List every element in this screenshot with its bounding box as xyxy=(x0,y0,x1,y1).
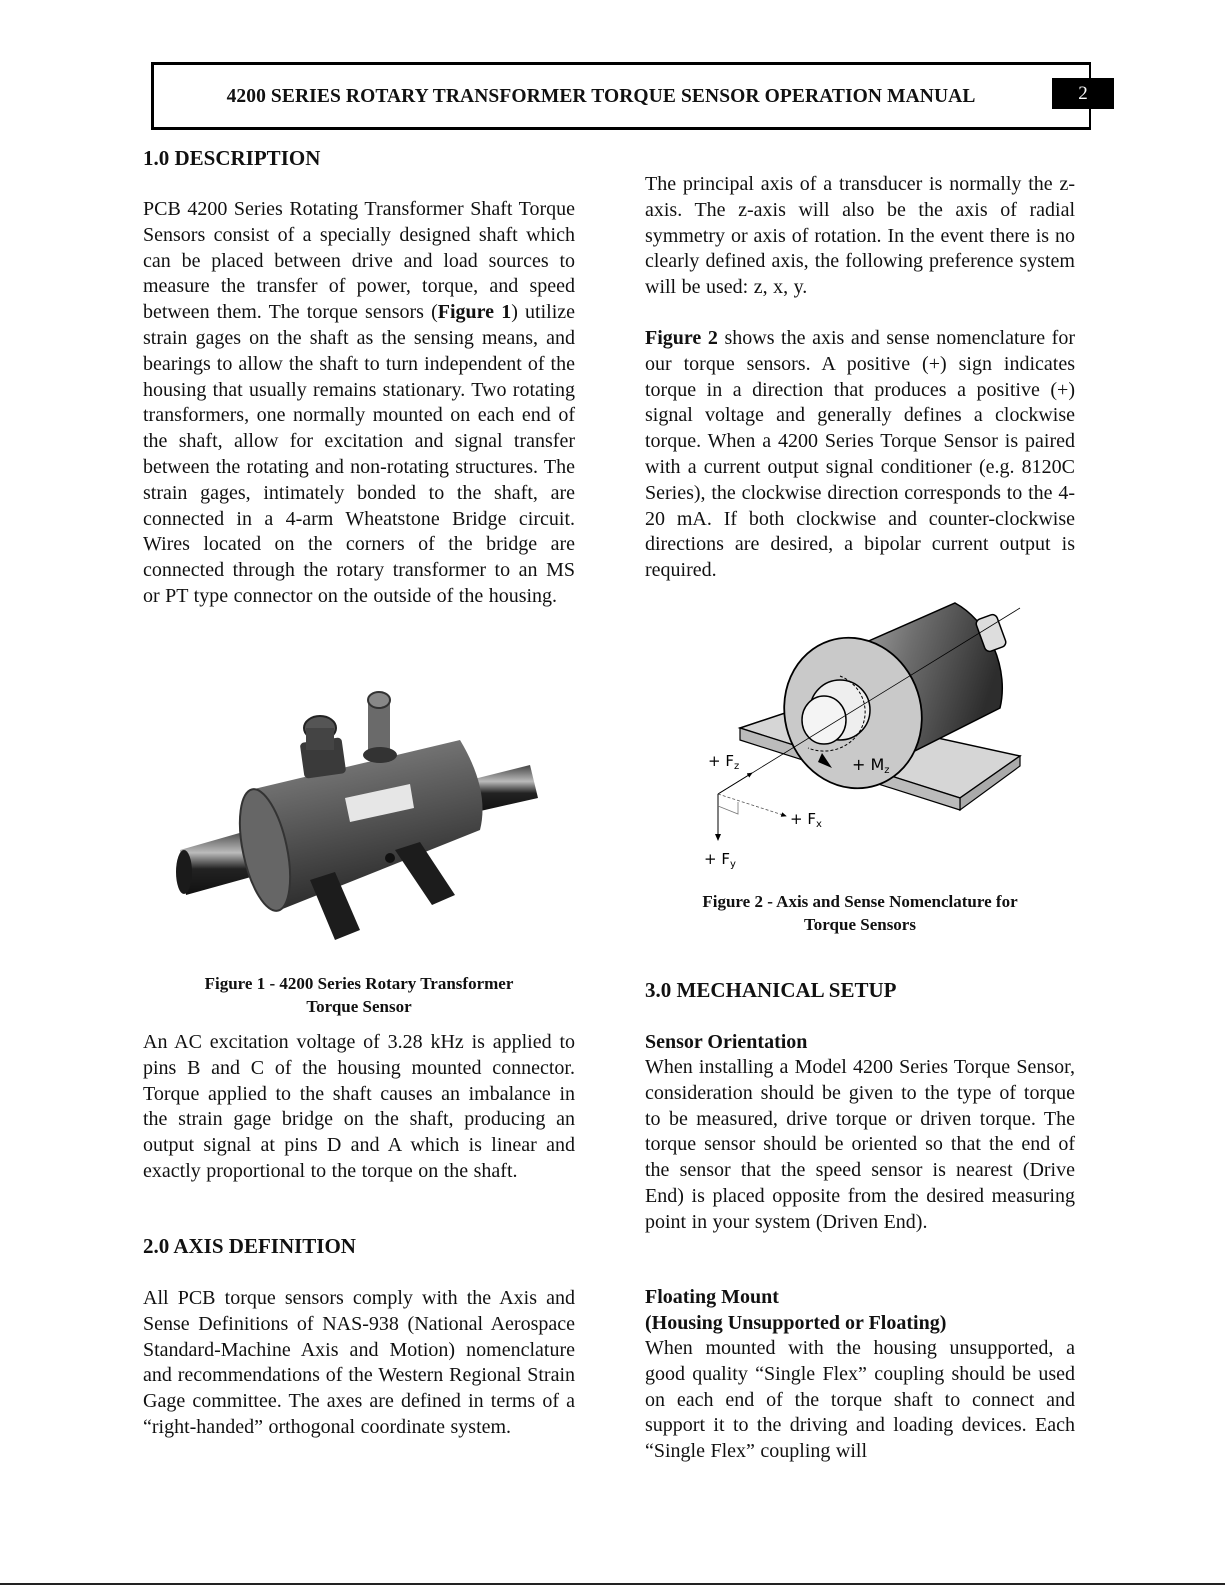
figure1-reference: Figure 1 xyxy=(437,301,512,324)
subheading-floating-mount: Floating Mount xyxy=(645,1286,779,1308)
fz-label: + $F_z$ xyxy=(708,752,740,772)
figure2-axis-diagram xyxy=(690,588,1050,878)
figure2-description-paragraph: Figure 2 shows the axis and sense nomenclature for our torque sensors. A positive (+) sign indicates torque in a direction that produces a positive (+) signal voltage and generally defines a clockwise torque. When a 4200 Series Torque Sensor is paired with a current output signal conditioner (e.g. 8120C Series), the clockwise direction corresponds to the 4-20 mA. If both clockwise and counter-clockwise directions are desired, a bipolar current output is required. xyxy=(645,327,1075,582)
principal-axis-paragraph: The principal axis of a transducer is normally the z-axis. The z-axis will also be the axis of radial symmetry or axis of rotation. In the event there is no clearly defined axis, the following preference system will be used: z, x, y. xyxy=(645,173,1075,299)
fx-label: + $F_x$ xyxy=(790,810,822,830)
excitation-paragraph: An AC excitation voltage of 3.28 kHz is applied to pins B and C of the housing mounted connector. Torque applied to the shaft causes an imbalance in the strain gage bridge on the shaft, producing an output signal at pins D and A which is linear and exactly proportional to the torque on the shaft. xyxy=(143,1031,575,1182)
fy-label: + $F_y$ xyxy=(704,850,736,870)
subheading-housing-unsupported: (Housing Unsupported or Floating) xyxy=(645,1312,947,1334)
sensor-orientation-block xyxy=(645,1029,1075,1236)
axis-definition-paragraph: All PCB torque sensors comply with the Axis and Sense Definitions of NAS-938 (National Aerospace Standard-Machine Axis and Motion) nomenclature and recommendations of the Western Regional Strain Gage committee. The axes are defined in terms of a “right-handed” orthogonal coordinate system. xyxy=(143,1287,575,1438)
section-mechanical-setup xyxy=(645,978,1075,1003)
section-heading-description: 1.0 DESCRIPTION xyxy=(143,146,321,170)
figure2-caption: Figure 2 - Axis and Sense Nomenclature for Torque Sensors xyxy=(702,892,1018,934)
page-number-badge: 2 xyxy=(1052,78,1114,109)
section-description xyxy=(143,146,575,171)
floating-mount-block xyxy=(645,1284,1075,1465)
section-axis-definition xyxy=(143,1234,575,1259)
figure2-reference: Figure 2 xyxy=(645,327,718,349)
description-paragraph: PCB 4200 Series Rotating Transformer Shaft Torque Sensors consist of a specially designed shaft which can be placed between drive and load sources to measure the transfer of power, torque, and speed between them. The torque sensors (Figure 1) utilize strain gages on the shaft as the sensing means, and bearings to allow the shaft to turn independent of the housing that usually remains stationary. Two rotating transformers, one normally mounted on each end of the shaft, allow for excitation and signal transfer between the rotating and non-rotating structures. The strain gages, intimately bonded to the shaft, are connected in a 4-arm Wheatstone Bridge circuit. Wires located on the corners of the bridge are connected through the rotary transformer to an MS or PT type connector on the outside of the housing. xyxy=(143,198,576,607)
floating-mount-paragraph: When mounted with the housing unsupported, a good quality “Single Flex” coupling should be used on each end of the torque shaft to connect and support it to the driving and loading devices. Each “Single Flex” coupling will xyxy=(645,1337,1075,1463)
subheading-sensor-orientation: Sensor Orientation xyxy=(645,1031,808,1053)
figure1-torque-sensor-photo xyxy=(170,680,560,950)
sensor-orientation-paragraph: When installing a Model 4200 Series Torque Sensor, consideration should be given to the type of torque to be measured, drive torque or driven torque. The torque sensor should be oriented so that the end of the sensor that the speed sensor is nearest (Drive End) is placed opposite from the desired measuring point in your system (Driven End). xyxy=(645,1056,1075,1233)
manual-title: 4200 SERIES ROTARY TRANSFORMER TORQUE SENSOR OPERATION MANUAL xyxy=(226,86,976,107)
section-heading-axis-definition: 2.0 AXIS DEFINITION xyxy=(143,1234,356,1258)
section-heading-mechanical-setup: 3.0 MECHANICAL SETUP xyxy=(645,978,897,1002)
mz-label: + Mz xyxy=(852,755,890,776)
figure1-caption: Figure 1 - 4200 Series Rotary Transformer Torque Sensor xyxy=(204,974,514,1016)
